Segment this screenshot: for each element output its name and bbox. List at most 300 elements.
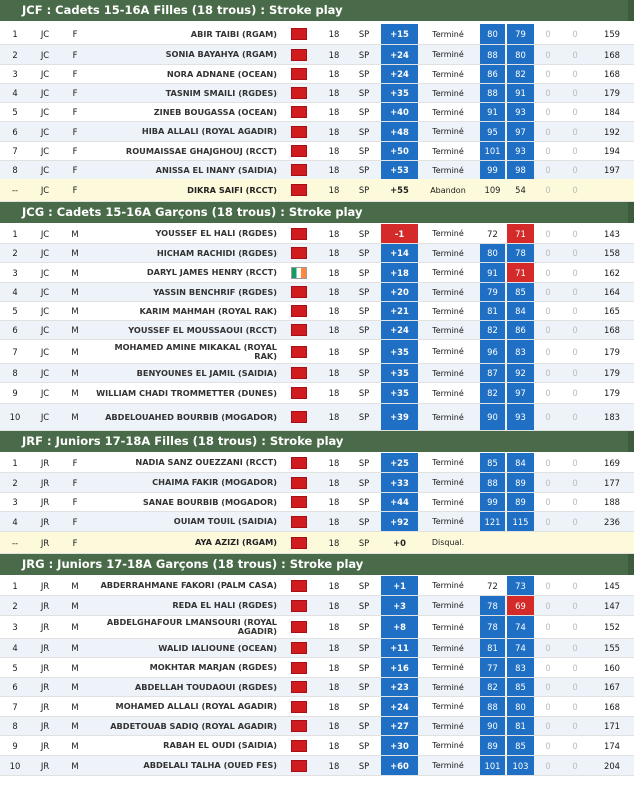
rank: 5 bbox=[12, 107, 18, 117]
status: Terminé bbox=[432, 581, 464, 590]
table-row[interactable] bbox=[0, 404, 634, 431]
status: Abandon bbox=[430, 185, 466, 195]
flag-cell bbox=[284, 658, 314, 677]
table-row[interactable] bbox=[0, 364, 634, 383]
flag-cell bbox=[284, 45, 314, 64]
gender: F bbox=[72, 29, 78, 39]
player-name[interactable]: ABDELOUAHED BOURBIB (MOGADOR) bbox=[105, 411, 277, 422]
score-to-par: +1 bbox=[381, 576, 418, 595]
morocco-flag-icon bbox=[291, 701, 307, 713]
round-1-score: 78 bbox=[480, 596, 505, 615]
score-to-par: +40 bbox=[381, 103, 418, 121]
total-score: 184 bbox=[604, 107, 620, 117]
score-to-par: +24 bbox=[381, 697, 418, 716]
round-3-score: 0 bbox=[545, 600, 551, 611]
gender: M bbox=[71, 643, 79, 653]
morocco-flag-icon bbox=[291, 324, 307, 336]
category: JR bbox=[40, 477, 50, 488]
total-score: 171 bbox=[604, 721, 620, 731]
table-row[interactable] bbox=[0, 65, 634, 84]
morocco-flag-icon bbox=[291, 642, 307, 654]
round-4-score: 0 bbox=[572, 643, 578, 653]
format: SP bbox=[358, 516, 370, 527]
total-score: 168 bbox=[604, 701, 620, 712]
holes: 18 bbox=[328, 740, 340, 751]
morocco-flag-icon bbox=[291, 387, 307, 399]
round-3-score: 0 bbox=[545, 497, 551, 507]
player-name[interactable]: DIKRA SAIFI (RCCT) bbox=[187, 184, 277, 195]
total-score: 179 bbox=[604, 88, 620, 98]
player-name[interactable]: ANISSA EL INANY (SAIDIA) bbox=[155, 164, 277, 175]
holes: 18 bbox=[328, 412, 340, 422]
round-4-score: 0 bbox=[572, 368, 578, 378]
score-to-par: +50 bbox=[381, 142, 418, 160]
player-name[interactable]: NORA ADNANE (OCEAN) bbox=[166, 68, 277, 79]
total-score: 236 bbox=[604, 516, 620, 527]
round-1-score: 88 bbox=[480, 473, 505, 492]
morocco-flag-icon bbox=[291, 516, 307, 528]
score-to-par: +23 bbox=[381, 678, 418, 696]
round-3-score: 0 bbox=[545, 107, 551, 117]
round-1-score: 99 bbox=[480, 493, 505, 511]
format: SP bbox=[358, 477, 370, 488]
table-row[interactable] bbox=[0, 453, 634, 473]
score-to-par: +25 bbox=[381, 453, 418, 472]
round-1-score: 90 bbox=[480, 717, 505, 735]
player-name[interactable]: DARYL JAMES HENRY (RCCT) bbox=[146, 267, 277, 277]
score-to-par: +21 bbox=[381, 302, 418, 320]
score-to-par: +35 bbox=[381, 383, 418, 403]
round-2-score: 97 bbox=[507, 383, 534, 403]
player-name[interactable]: YASSIN BENCHRIF (RGDES) bbox=[153, 286, 277, 297]
round-4-score: 0 bbox=[572, 185, 578, 195]
status: Terminé bbox=[432, 306, 464, 316]
table-row[interactable] bbox=[0, 532, 634, 554]
table-row[interactable] bbox=[0, 45, 634, 65]
round-1-score: 81 bbox=[480, 639, 505, 657]
morocco-flag-icon bbox=[291, 145, 307, 157]
player-name[interactable]: ROUMAISSAE GHAJGHOUJ (RCCT) bbox=[125, 145, 277, 156]
table-row[interactable] bbox=[0, 596, 634, 616]
round-2-score: 91 bbox=[507, 84, 534, 102]
format: SP bbox=[358, 267, 370, 278]
round-3-score: 0 bbox=[545, 346, 551, 357]
morocco-flag-icon bbox=[291, 537, 307, 549]
round-1-score: 109 bbox=[484, 185, 501, 195]
holes: 18 bbox=[328, 622, 340, 632]
format: SP bbox=[358, 29, 370, 39]
score-to-par: +35 bbox=[381, 340, 418, 363]
holes: 18 bbox=[328, 682, 340, 692]
score-to-par: +33 bbox=[381, 473, 418, 492]
gender: F bbox=[72, 146, 78, 156]
round-3-score: 0 bbox=[545, 185, 551, 195]
table-row[interactable] bbox=[0, 639, 634, 658]
category: JC bbox=[40, 346, 50, 357]
round-2-score: 84 bbox=[507, 302, 534, 320]
rank: 7 bbox=[12, 346, 18, 357]
morocco-flag-icon bbox=[291, 600, 307, 612]
player-name[interactable]: ABDERRAHMANE FAKORI (PALM CASA) bbox=[100, 580, 277, 590]
round-1-score: 96 bbox=[480, 340, 505, 363]
ireland-flag-icon bbox=[291, 267, 307, 279]
flag-cell bbox=[284, 717, 314, 735]
gender: M bbox=[71, 368, 79, 378]
flag-cell bbox=[284, 65, 314, 83]
table-row[interactable] bbox=[0, 244, 634, 263]
round-1-score: 89 bbox=[480, 736, 505, 755]
round-3-score: 0 bbox=[545, 662, 551, 673]
morocco-flag-icon bbox=[291, 184, 307, 196]
gender: M bbox=[71, 388, 79, 398]
round-3-score: 0 bbox=[545, 721, 551, 731]
category: JC bbox=[40, 165, 50, 175]
round-2-score: 84 bbox=[507, 453, 534, 472]
round-1-score: 101 bbox=[480, 756, 505, 775]
round-2-score: 103 bbox=[507, 756, 534, 775]
holes: 18 bbox=[328, 306, 340, 316]
round-3-score: 0 bbox=[545, 412, 551, 422]
round-2-score: 80 bbox=[507, 45, 534, 64]
table-row[interactable] bbox=[0, 103, 634, 122]
gender: F bbox=[72, 185, 78, 195]
round-3-score: 0 bbox=[545, 29, 551, 39]
round-3-score: 0 bbox=[545, 740, 551, 751]
total-score: 155 bbox=[604, 643, 620, 653]
player-name[interactable]: MOHAMED AMINE MIKAKAL (ROYAL RAK) bbox=[114, 341, 277, 361]
table-row[interactable] bbox=[0, 717, 634, 736]
score-to-par: +24 bbox=[381, 65, 418, 83]
player-name[interactable]: AYA AZIZI (RGAM) bbox=[194, 537, 277, 547]
player-name[interactable]: SONIA BAYAHYA (RGAM) bbox=[165, 49, 277, 59]
status: Terminé bbox=[432, 497, 464, 507]
player-name[interactable]: ABDELGHAFOUR LMANSOURI (ROYAL AGADIR) bbox=[106, 617, 277, 636]
format: SP bbox=[358, 497, 370, 507]
round-4-score: 0 bbox=[572, 267, 578, 278]
rank: 3 bbox=[12, 69, 18, 79]
total-score: 177 bbox=[604, 477, 620, 488]
player-name[interactable]: HIBA ALLALI (ROYAL AGADIR) bbox=[141, 126, 277, 136]
player-name[interactable]: SANAE BOURBIB (MOGADOR) bbox=[142, 496, 277, 507]
table-row[interactable] bbox=[0, 224, 634, 244]
table-row[interactable] bbox=[0, 302, 634, 321]
category: JR bbox=[40, 701, 50, 712]
format: SP bbox=[358, 600, 370, 611]
round-1-score: 77 bbox=[480, 658, 505, 677]
table-row[interactable] bbox=[0, 321, 634, 340]
gender: M bbox=[71, 721, 79, 731]
round-1-score: 72 bbox=[480, 224, 505, 243]
flag-cell bbox=[284, 697, 314, 716]
score-to-par: +18 bbox=[381, 263, 418, 282]
gender: F bbox=[72, 88, 78, 98]
player-name[interactable]: YOUSSEF EL HALI (RGDES) bbox=[155, 228, 277, 238]
rank: 3 bbox=[12, 497, 18, 507]
round-2-score: 82 bbox=[507, 65, 534, 83]
player-name[interactable]: ABDETOUAB SADIQ (ROYAL AGADIR) bbox=[110, 720, 277, 731]
flag-cell bbox=[284, 383, 314, 403]
morocco-flag-icon bbox=[291, 457, 307, 469]
score-to-par: -1 bbox=[381, 224, 418, 243]
gender: M bbox=[71, 228, 79, 239]
table-row[interactable] bbox=[0, 142, 634, 161]
round-1-score: 81 bbox=[480, 302, 505, 320]
holes: 18 bbox=[328, 228, 340, 239]
flag-cell bbox=[284, 639, 314, 657]
player-name[interactable]: ABDELALI TALHA (OUED FES) bbox=[143, 760, 277, 770]
total-score: 194 bbox=[604, 146, 620, 156]
player-name[interactable]: MOKHTAR MARJAN (RGDES) bbox=[149, 662, 277, 672]
round-3-score bbox=[538, 532, 558, 553]
total-score: 162 bbox=[604, 267, 620, 278]
status: Terminé bbox=[432, 682, 464, 692]
category: JC bbox=[40, 287, 50, 297]
score-to-par: +0 bbox=[393, 537, 406, 548]
round-3-score: 0 bbox=[545, 69, 551, 79]
round-4-score: 0 bbox=[572, 228, 578, 239]
status: Terminé bbox=[432, 721, 464, 731]
round-2-score: 85 bbox=[507, 678, 534, 696]
table-row[interactable] bbox=[0, 383, 634, 404]
morocco-flag-icon bbox=[291, 367, 307, 379]
format: SP bbox=[358, 412, 370, 422]
gender: M bbox=[71, 325, 79, 335]
table-row[interactable] bbox=[0, 24, 634, 45]
rank: 6 bbox=[12, 325, 18, 335]
category: JC bbox=[40, 107, 50, 117]
round-4-score: 0 bbox=[572, 497, 578, 507]
category: JR bbox=[40, 600, 50, 611]
flag-cell bbox=[284, 404, 314, 430]
flag-cell bbox=[284, 283, 314, 301]
gender: F bbox=[72, 497, 78, 507]
round-4-score: 0 bbox=[572, 760, 578, 771]
table-row[interactable] bbox=[0, 678, 634, 697]
player-name[interactable]: ZINEB BOUGASSA (OCEAN) bbox=[153, 106, 277, 117]
rank: 1 bbox=[12, 228, 18, 239]
round-4-score: 0 bbox=[572, 107, 578, 117]
round-1-score: 80 bbox=[480, 24, 505, 44]
status: Terminé bbox=[432, 741, 464, 750]
format: SP bbox=[358, 126, 370, 137]
gender: F bbox=[72, 537, 78, 548]
holes: 18 bbox=[328, 580, 340, 591]
holes: 18 bbox=[328, 497, 340, 507]
total-score: 192 bbox=[604, 126, 620, 137]
player-name[interactable]: BENYOUNES EL JAMIL (SAIDIA) bbox=[136, 367, 277, 378]
morocco-flag-icon bbox=[291, 126, 307, 138]
format: SP bbox=[358, 701, 370, 712]
round-3-score: 0 bbox=[545, 126, 551, 137]
format: SP bbox=[358, 69, 370, 79]
table-row[interactable] bbox=[0, 473, 634, 493]
player-name[interactable]: CHAIMA FAKIR (MOGADOR) bbox=[152, 477, 277, 487]
rank: 5 bbox=[12, 662, 18, 673]
holes: 18 bbox=[328, 760, 340, 771]
round-1-score: 82 bbox=[480, 383, 505, 403]
round-2-score: 89 bbox=[507, 493, 534, 511]
round-3-score: 0 bbox=[545, 622, 551, 632]
format: SP bbox=[358, 643, 370, 653]
round-1-score: 82 bbox=[480, 321, 505, 339]
table-row[interactable] bbox=[0, 756, 634, 776]
morocco-flag-icon bbox=[291, 621, 307, 633]
flag-cell bbox=[284, 161, 314, 179]
round-1-score: 79 bbox=[480, 283, 505, 301]
round-4-score: 0 bbox=[572, 126, 578, 137]
table-row[interactable] bbox=[0, 179, 634, 202]
gender: F bbox=[72, 477, 78, 488]
table-row[interactable] bbox=[0, 493, 634, 512]
total-score: 168 bbox=[604, 325, 620, 335]
round-4-score: 0 bbox=[572, 325, 578, 335]
morocco-flag-icon bbox=[291, 106, 307, 118]
status: Terminé bbox=[432, 146, 464, 156]
score-to-par: +92 bbox=[381, 512, 418, 531]
category: JC bbox=[40, 325, 50, 335]
flag-cell bbox=[284, 321, 314, 339]
round-2-score bbox=[507, 532, 534, 553]
player-name[interactable]: TASNIM SMAILI (RGDES) bbox=[165, 87, 277, 98]
morocco-flag-icon bbox=[291, 68, 307, 80]
flag-cell bbox=[284, 736, 314, 755]
score-to-par: +55 bbox=[390, 185, 409, 195]
format: SP bbox=[358, 457, 370, 468]
flag-cell bbox=[284, 532, 314, 553]
table-row[interactable] bbox=[0, 263, 634, 283]
player-name[interactable]: HICHAM RACHIDI (RGDES) bbox=[156, 247, 277, 258]
holes: 18 bbox=[328, 346, 340, 357]
category: JC bbox=[40, 185, 50, 195]
flag-cell bbox=[284, 302, 314, 320]
player-name[interactable]: RABAH EL OUDI (SAIDIA) bbox=[163, 740, 277, 750]
status: Terminé bbox=[432, 517, 464, 526]
round-4-score: 0 bbox=[572, 146, 578, 156]
status: Terminé bbox=[432, 601, 464, 610]
morocco-flag-icon bbox=[291, 305, 307, 317]
rank: 2 bbox=[12, 248, 18, 258]
status: Terminé bbox=[432, 88, 464, 98]
round-3-score: 0 bbox=[545, 306, 551, 316]
player-name[interactable]: KARIM MAHMAH (ROYAL RAK) bbox=[139, 305, 277, 316]
round-3-score: 0 bbox=[545, 643, 551, 653]
score-to-par: +44 bbox=[381, 493, 418, 511]
table-row[interactable] bbox=[0, 512, 634, 532]
round-1-score: 87 bbox=[480, 364, 505, 382]
total-score: 158 bbox=[604, 248, 620, 258]
round-1-score: 88 bbox=[480, 697, 505, 716]
flag-cell bbox=[284, 142, 314, 160]
flag-cell bbox=[284, 179, 314, 201]
flag-cell bbox=[284, 103, 314, 121]
table-row[interactable] bbox=[0, 616, 634, 639]
format: SP bbox=[358, 146, 370, 156]
rank: 10 bbox=[9, 760, 21, 771]
round-3-score: 0 bbox=[545, 457, 551, 468]
section-title: JRG : Juniors 17-18A Garçons (18 trous) : Stroke play bbox=[0, 554, 634, 575]
table-row[interactable] bbox=[0, 576, 634, 596]
player-name[interactable]: WILLIAM CHADI TROMMETTER (DUNES) bbox=[96, 387, 277, 398]
round-4-score: 0 bbox=[572, 346, 578, 357]
player-name[interactable]: ABDELLAH TOUDAOUI (RGDES) bbox=[134, 681, 277, 692]
rank: 9 bbox=[12, 388, 18, 398]
category: JR bbox=[40, 516, 50, 527]
holes: 18 bbox=[328, 267, 340, 278]
round-1-score: 72 bbox=[480, 576, 505, 595]
gender: F bbox=[72, 126, 78, 137]
table-row[interactable] bbox=[0, 697, 634, 717]
table-row[interactable] bbox=[0, 658, 634, 678]
rank: 3 bbox=[12, 267, 18, 278]
gender: M bbox=[71, 267, 79, 278]
table-row[interactable] bbox=[0, 122, 634, 142]
round-4-score: 0 bbox=[572, 165, 578, 175]
status: Terminé bbox=[432, 268, 464, 277]
rank: 4 bbox=[12, 88, 18, 98]
round-2-score: 93 bbox=[507, 404, 534, 430]
score-to-par: +35 bbox=[381, 84, 418, 102]
holes: 18 bbox=[328, 516, 340, 527]
player-name[interactable]: OUIAM TOUIL (SAIDIA) bbox=[173, 516, 277, 526]
format: SP bbox=[358, 107, 370, 117]
status: Terminé bbox=[432, 622, 464, 632]
rank: 8 bbox=[12, 368, 18, 378]
round-1-score: 88 bbox=[480, 84, 505, 102]
round-1-score: 82 bbox=[480, 678, 505, 696]
status: Terminé bbox=[432, 50, 464, 59]
player-name[interactable]: WALID IALIOUNE (OCEAN) bbox=[158, 642, 277, 653]
category: JC bbox=[40, 126, 50, 137]
round-3-score: 0 bbox=[545, 287, 551, 297]
player-name[interactable]: MOHAMED ALLALI (ROYAL AGADIR) bbox=[115, 701, 277, 711]
gender: F bbox=[72, 107, 78, 117]
status: Terminé bbox=[432, 107, 464, 117]
category: JR bbox=[40, 740, 50, 751]
flag-cell bbox=[284, 224, 314, 243]
rank: 9 bbox=[12, 740, 18, 751]
total-score bbox=[590, 532, 634, 553]
round-4-score: 0 bbox=[572, 49, 578, 60]
rank: 1 bbox=[12, 457, 18, 468]
table-row[interactable] bbox=[0, 340, 634, 364]
table-row[interactable] bbox=[0, 161, 634, 180]
rank: 1 bbox=[12, 580, 18, 591]
holes: 18 bbox=[328, 477, 340, 488]
player-name[interactable]: YOUSSEF EL MOUSSAOUI (RCCT) bbox=[128, 324, 277, 335]
table-row[interactable] bbox=[0, 736, 634, 756]
flag-cell bbox=[284, 493, 314, 511]
player-name[interactable]: ABIR TAIBI (RGAM) bbox=[190, 28, 277, 39]
holes: 18 bbox=[328, 165, 340, 175]
total-score: 160 bbox=[604, 662, 620, 673]
table-row[interactable] bbox=[0, 84, 634, 103]
status: Terminé bbox=[432, 287, 464, 297]
player-name[interactable]: REDA EL HALI (RGDES) bbox=[172, 600, 277, 610]
player-name[interactable]: NADIA SANZ OUEZZANI (RCCT) bbox=[135, 457, 277, 467]
morocco-flag-icon bbox=[291, 346, 307, 358]
category: JC bbox=[40, 388, 50, 398]
holes: 18 bbox=[328, 643, 340, 653]
round-1-score: 78 bbox=[480, 616, 505, 638]
status: Terminé bbox=[432, 347, 464, 356]
holes: 18 bbox=[328, 701, 340, 712]
gender: M bbox=[71, 740, 79, 751]
flag-cell bbox=[284, 84, 314, 102]
section-title: JCG : Cadets 15-16A Garçons (18 trous) : Stroke play bbox=[0, 202, 634, 223]
flag-cell bbox=[284, 473, 314, 492]
total-score: 169 bbox=[604, 457, 620, 468]
table-row[interactable] bbox=[0, 283, 634, 302]
